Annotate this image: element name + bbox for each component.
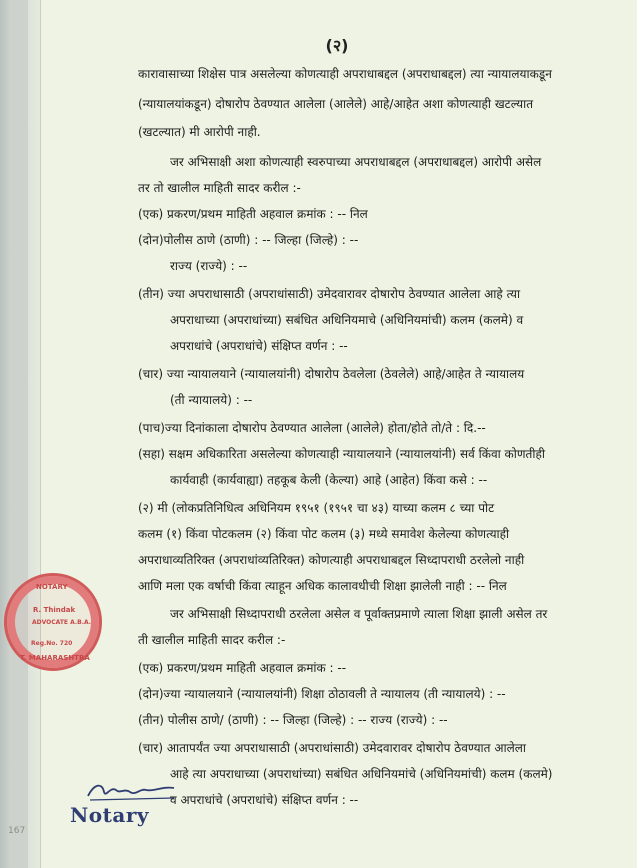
text-line: (पाच)ज्या दिनांकाला दोषारोप ठेवण्यात आलेला (आलेले) होता/होते तो/ते : दि.-- (138, 421, 486, 435)
text-line: अपराधाच्या (अपराधांच्या) सबंधित अधिनियमाचे (अधिनियमांची) कलम (कलमे) व (170, 313, 524, 327)
notary-label: Notary (70, 803, 149, 827)
document-page (42, 0, 632, 868)
notary-stamp (4, 573, 102, 671)
text-line: (तीन) ज्या अपराधासाठी (अपराधांसाठी) उमेदवारावर दोषारोप ठेवण्यात आलेला आहे त्या (138, 287, 521, 301)
text-line: व अपराधांचे (अपराधांचे) संक्षिप्त वर्णन : -- (170, 793, 359, 807)
stamp-bottom-text: T. MAHARASHTRA (20, 654, 90, 662)
page-mark: 167 (8, 826, 26, 836)
stamp-body: ADVOCATE A.B.A. (32, 619, 92, 626)
text-line: कारावासाच्या शिक्षेस पात्र असलेल्या कोणत्याही अपराधाबद्दल (अपराधाबद्दल) त्या न्यायालयाकडून (138, 67, 552, 81)
text-line: (एक) प्रकरण/प्रथम माहिती अहवाल क्रमांक : -- निल (138, 207, 368, 221)
stamp-reg: Reg.No. 720 (31, 640, 73, 647)
text-line: (दोन)ज्या न्यायालयाने (न्यायालयांनी) शिक्षा ठोठावली ते न्यायालय (ती न्यायालये) : -- (138, 687, 506, 701)
text-line: राज्य (राज्ये) : -- (170, 259, 248, 273)
text-line: कार्यवाही (कार्यवाह्या) तहकूब केली (केल्या) आहे (आहेत) किंवा कसे : -- (170, 473, 488, 487)
text-line: (तीन) पोलीस ठाणे/ (ठाणी) : -- जिल्हा (जिल्हे) : -- राज्य (राज्ये) : -- (138, 713, 448, 727)
text-line: तर तो खालील माहिती सादर करील :- (138, 181, 301, 195)
text-line: (२) मी (लोकप्रतिनिधित्व अधिनियम १९५१ (१९५१ चा ४३) याच्या कलम ८ च्या पोट (138, 501, 495, 515)
binding-stripe (10, 0, 28, 868)
text-line: (सहा) सक्षम अधिकारिता असलेल्या कोणत्याही न्यायालयाने (न्यायालयांनी) सर्व किंवा कोणतीही (138, 447, 545, 461)
text-line: (चार) ज्या न्यायालयाने (न्यायालयांनी) दोषारोप ठेवलेला (ठेवलेले) आहे/आहेत ते न्यायालय (138, 367, 525, 381)
text-line: अपराधांचे (अपराधांचे) संक्षिप्त वर्णन : -- (170, 339, 348, 353)
text-line: (एक) प्रकरण/प्रथम माहिती अहवाल क्रमांक : -- (138, 661, 347, 675)
text-line: (खटल्यात) मी आरोपी नाही. (138, 125, 261, 139)
text-line: आणि मला एक वर्षाची किंवा त्याहून अधिक कालावधीची शिक्षा झालेली नाही : -- निल (138, 579, 507, 593)
text-line: जर अभिसाक्षी सिध्दापराधी ठरलेला असेल व पूर्वाक्तप्रमाणे त्याला शिक्षा झाली असेल तर (170, 607, 548, 621)
text-line: (न्यायालयांकडून) दोषारोप ठेवण्यात आलेला (आलेले) आहे/आहेत अशा कोणत्याही खटल्यात (138, 97, 534, 111)
text-line: (दोन)पोलीस ठाणे (ठाणी) : -- जिल्हा (जिल्हे) : -- (138, 233, 359, 247)
text-line: (ती न्यायालये) : -- (170, 393, 253, 407)
stamp-top-text: NOTARY (36, 583, 68, 591)
text-line: (चार) आतापर्यंत ज्या अपराधासाठी (अपराधांसाठी) उमेदवारावर दोषारोप ठेवण्यात आलेला (138, 741, 526, 755)
text-line: अपराधाव्यतिरिक्त (अपराधांव्यतिरिक्त) कोणत्याही अपराधाबद्दल सिध्दापराधी ठरलेलो नाही (138, 553, 525, 567)
book-binding-edge (0, 0, 41, 868)
stamp-name: R. Thindak (33, 606, 76, 614)
signature-scribble (84, 778, 180, 804)
text-line: जर अभिसाक्षी अशा कोणत्याही स्वरुपाच्या अपराधाबद्दल (अपराधाबद्दल) आरोपी असेल (170, 155, 542, 169)
text-line: ती खालील माहिती सादर करील :- (138, 633, 286, 647)
text-line: आहे त्या अपराधाच्या (अपराधांच्या) सबंधित अधिनियमांचे (अधिनियमांची) कलम (कलमे) (170, 767, 553, 781)
text-line: कलम (१) किंवा पोटकलम (२) किंवा पोट कलम (३) मध्ये समावेश केलेल्या कोणत्याही (138, 527, 510, 541)
page-number: (२) (325, 36, 349, 55)
